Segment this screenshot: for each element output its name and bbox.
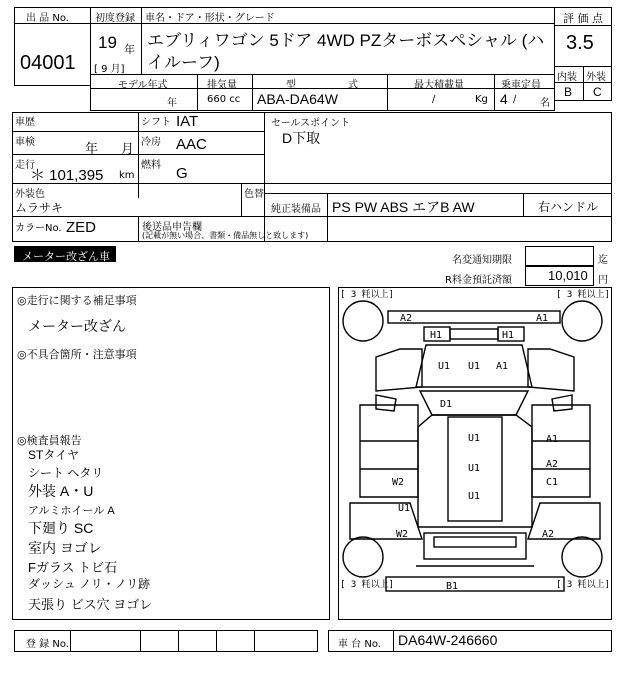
fender-front-left — [376, 349, 422, 391]
shift-label: シフト — [141, 117, 171, 128]
mileage-unit: km — [119, 170, 135, 181]
reg-number-label: 登 録 No. — [26, 639, 69, 650]
eval-grade-vdivider — [583, 66, 584, 101]
damage-mark: C1 — [546, 477, 559, 488]
spec-load-slash: / — [432, 94, 436, 105]
tire-tread-fl: [ 3 粍以上] — [340, 290, 395, 300]
sales-point-value: D下取 — [282, 130, 321, 146]
spec-capacity-sep: / — [513, 94, 517, 105]
mirror-left — [376, 395, 396, 411]
history-label: 車歴 — [15, 117, 35, 128]
spec-col-1 — [197, 74, 198, 111]
spec-year-unit: 年 — [167, 98, 177, 109]
lot-number-label: 出 品 No. — [26, 13, 69, 24]
details-col-equip — [327, 193, 328, 242]
spec-model-code: ABA-DA64W — [257, 91, 338, 107]
fuel-value: G — [176, 165, 188, 182]
spec-col-2 — [252, 74, 253, 111]
notice-unit: 迄 — [598, 255, 608, 266]
damage-mark: A2 — [400, 313, 413, 324]
damage-mark: A1 — [536, 313, 549, 324]
spec-capacity-label: 乗車定員 — [501, 80, 541, 91]
aircon-label: 冷房 — [141, 137, 161, 148]
spec-col-4 — [494, 74, 495, 111]
eval-grade-divider2 — [554, 82, 612, 83]
tire-tread-rl: [ 3 粍以上] — [340, 580, 395, 590]
car-diagram — [338, 287, 612, 620]
lot-number: 04001 — [20, 52, 76, 74]
damage-mark: D1 — [440, 399, 453, 410]
car-name-line1: エブリィワゴン 5ドア 4WD PZターボスペシャル (ハ — [147, 31, 545, 50]
chassis-divider — [393, 630, 394, 652]
damage-mark: U1 — [468, 491, 481, 502]
ext-color-value: ムラサキ — [15, 201, 64, 215]
eval-label: 評 価 点 — [563, 12, 603, 25]
damage-mark: A2 — [542, 529, 555, 540]
inspector-line: Fガラス トビ石 — [28, 560, 118, 575]
damage-mark: A2 — [546, 459, 559, 470]
tire-tread-fr: [ 3 粍以上] — [556, 290, 611, 300]
ext-color-label: 外装色 — [15, 189, 45, 200]
spec-displacement: 660 cc — [207, 94, 241, 105]
driving-title: ◎走行に関する補足事項 — [17, 294, 137, 307]
color-no-label: カラーNo. — [15, 223, 62, 234]
reg-col-2 — [140, 630, 141, 652]
damage-mark: U1 — [438, 361, 451, 372]
damage-mark: U1 — [398, 503, 411, 514]
recycle-label: R料金預託済額 — [445, 275, 512, 286]
damage-mark: U1 — [468, 361, 481, 372]
recycle-unit: 円 — [598, 275, 608, 286]
first-reg-month: [ 9 月] — [94, 64, 125, 75]
grille — [450, 329, 498, 339]
spec-model-year-label: モデル年式 — [118, 80, 168, 91]
spec-load-unit: Kg — [475, 94, 488, 105]
details-col-b — [264, 112, 265, 242]
inspector-title: ◎検査員報告 — [17, 434, 82, 447]
tire-rear-left — [343, 537, 383, 577]
chassis-label: 車 台 No. — [338, 639, 381, 650]
reg-col-3 — [178, 630, 179, 652]
details-row-5 — [12, 216, 612, 217]
first-reg-year: 19 — [98, 33, 117, 52]
tire-front-right — [562, 301, 602, 341]
car-name-line2: イルーフ) — [147, 53, 220, 72]
sales-point-label: セールスポイント — [271, 118, 351, 129]
spec-type-label: 型 — [286, 80, 296, 91]
first-reg-label: 初度登録 — [95, 13, 135, 24]
eval-score: 3.5 — [566, 32, 594, 54]
lot-number-divider — [14, 23, 91, 24]
inspector-line: 下廻り SC — [28, 520, 94, 536]
shift-value: IAT — [176, 113, 199, 130]
steering-value: 右ハンドル — [538, 200, 599, 214]
mileage-label: 走行 — [15, 160, 35, 171]
tire-tread-rr: [ 3 粍以上] — [556, 580, 611, 590]
inspection-month: 月 — [121, 141, 135, 156]
exterior-grade-label: 外装 — [586, 72, 606, 83]
front-bumper — [388, 311, 560, 323]
spec-capacity: 4 — [500, 91, 508, 107]
defects-title: ◎不具合箇所・注意事項 — [17, 348, 137, 361]
damage-mark: U1 — [468, 433, 481, 444]
eval-divider — [554, 25, 612, 26]
fender-rear-left — [350, 503, 422, 539]
color-no-value: ZED — [66, 219, 96, 236]
car-name-divider — [141, 23, 555, 24]
mileage-value: ＊ 101,395 — [30, 167, 104, 184]
interior-grade: B — [564, 85, 573, 99]
notice-label: 名変通知期限 — [452, 255, 512, 266]
inspector-line: シート ヘタリ — [28, 466, 104, 480]
meter-warning-text: メーター改ざん車 — [22, 250, 110, 263]
windshield — [420, 391, 528, 415]
damage-mark: W2 — [396, 529, 409, 540]
tire-front-left — [343, 301, 383, 341]
aircon-value: AAC — [176, 136, 207, 153]
inspector-line: ダッシュ ノリ・ノリ跡 — [28, 577, 151, 591]
inspection-year: 年 — [85, 141, 99, 156]
chassis-value: DA64W-246660 — [398, 632, 498, 648]
equipment-label: 純正装備品 — [271, 204, 321, 215]
damage-mark: H1 — [502, 330, 515, 341]
reg-col-1 — [70, 630, 71, 652]
interior-grade-label: 内装 — [557, 72, 577, 83]
inspector-line: アルミホイール A — [28, 505, 115, 517]
equipment-value: PS PW ABS エアB AW — [332, 199, 475, 215]
first-reg-divider — [90, 23, 142, 24]
reg-col-4 — [216, 630, 217, 652]
reg-col-5 — [254, 630, 255, 652]
damage-mark: A1 — [546, 434, 559, 445]
color-change-label: 色替 — [244, 189, 264, 200]
details-row-2 — [12, 154, 264, 155]
first-reg-year-unit: 年 — [124, 43, 135, 56]
rear-bumper — [386, 577, 564, 591]
tire-rear-right — [562, 537, 602, 577]
body-right — [532, 405, 590, 497]
driving-note: メーター改ざん — [28, 318, 126, 334]
spec-displacement-label: 排気量 — [207, 80, 237, 91]
car-name-label: 車名・ドア・形状・グレード — [145, 13, 275, 24]
recycle-value: 10,010 — [548, 268, 588, 283]
inspector-line: 室内 ヨゴレ — [28, 540, 102, 556]
spec-max-load-label: 最大積載量 — [414, 80, 464, 91]
details-col-colorno — [138, 216, 139, 242]
notice-field — [525, 246, 594, 266]
spec-capacity-unit: 名 — [540, 98, 550, 109]
details-col-steer — [523, 193, 524, 216]
fuel-label: 燃料 — [141, 160, 161, 171]
details-row-1 — [12, 131, 264, 132]
exterior-grade: C — [593, 85, 602, 99]
damage-mark: B1 — [446, 581, 459, 592]
inspector-line: STタイヤ — [28, 448, 80, 462]
inspector-line: 天張り ビス穴 ヨゴレ — [28, 597, 153, 612]
damage-mark: U1 — [468, 463, 481, 474]
damage-mark: W2 — [392, 477, 405, 488]
fender-front-right — [528, 349, 574, 391]
spec-col-3 — [387, 74, 388, 111]
mirror-right — [552, 395, 572, 411]
post-decl-label: 後送品申告欄 — [142, 222, 202, 233]
details-col-a — [138, 112, 139, 198]
inspector-line: 外装 A・U — [28, 483, 94, 499]
damage-mark: H1 — [430, 330, 443, 341]
details-col-color-change — [241, 183, 242, 216]
damage-mark: A1 — [496, 361, 509, 372]
details-row-4 — [264, 193, 612, 194]
spec-type2-label: 式 — [348, 80, 358, 91]
body-left — [360, 405, 418, 497]
rear-window — [434, 537, 516, 547]
inspection-label: 車検 — [15, 137, 35, 148]
post-decl-note: (記載が無い場合、書類・備品無しと致します) — [142, 231, 309, 240]
fender-rear-right — [528, 503, 600, 539]
